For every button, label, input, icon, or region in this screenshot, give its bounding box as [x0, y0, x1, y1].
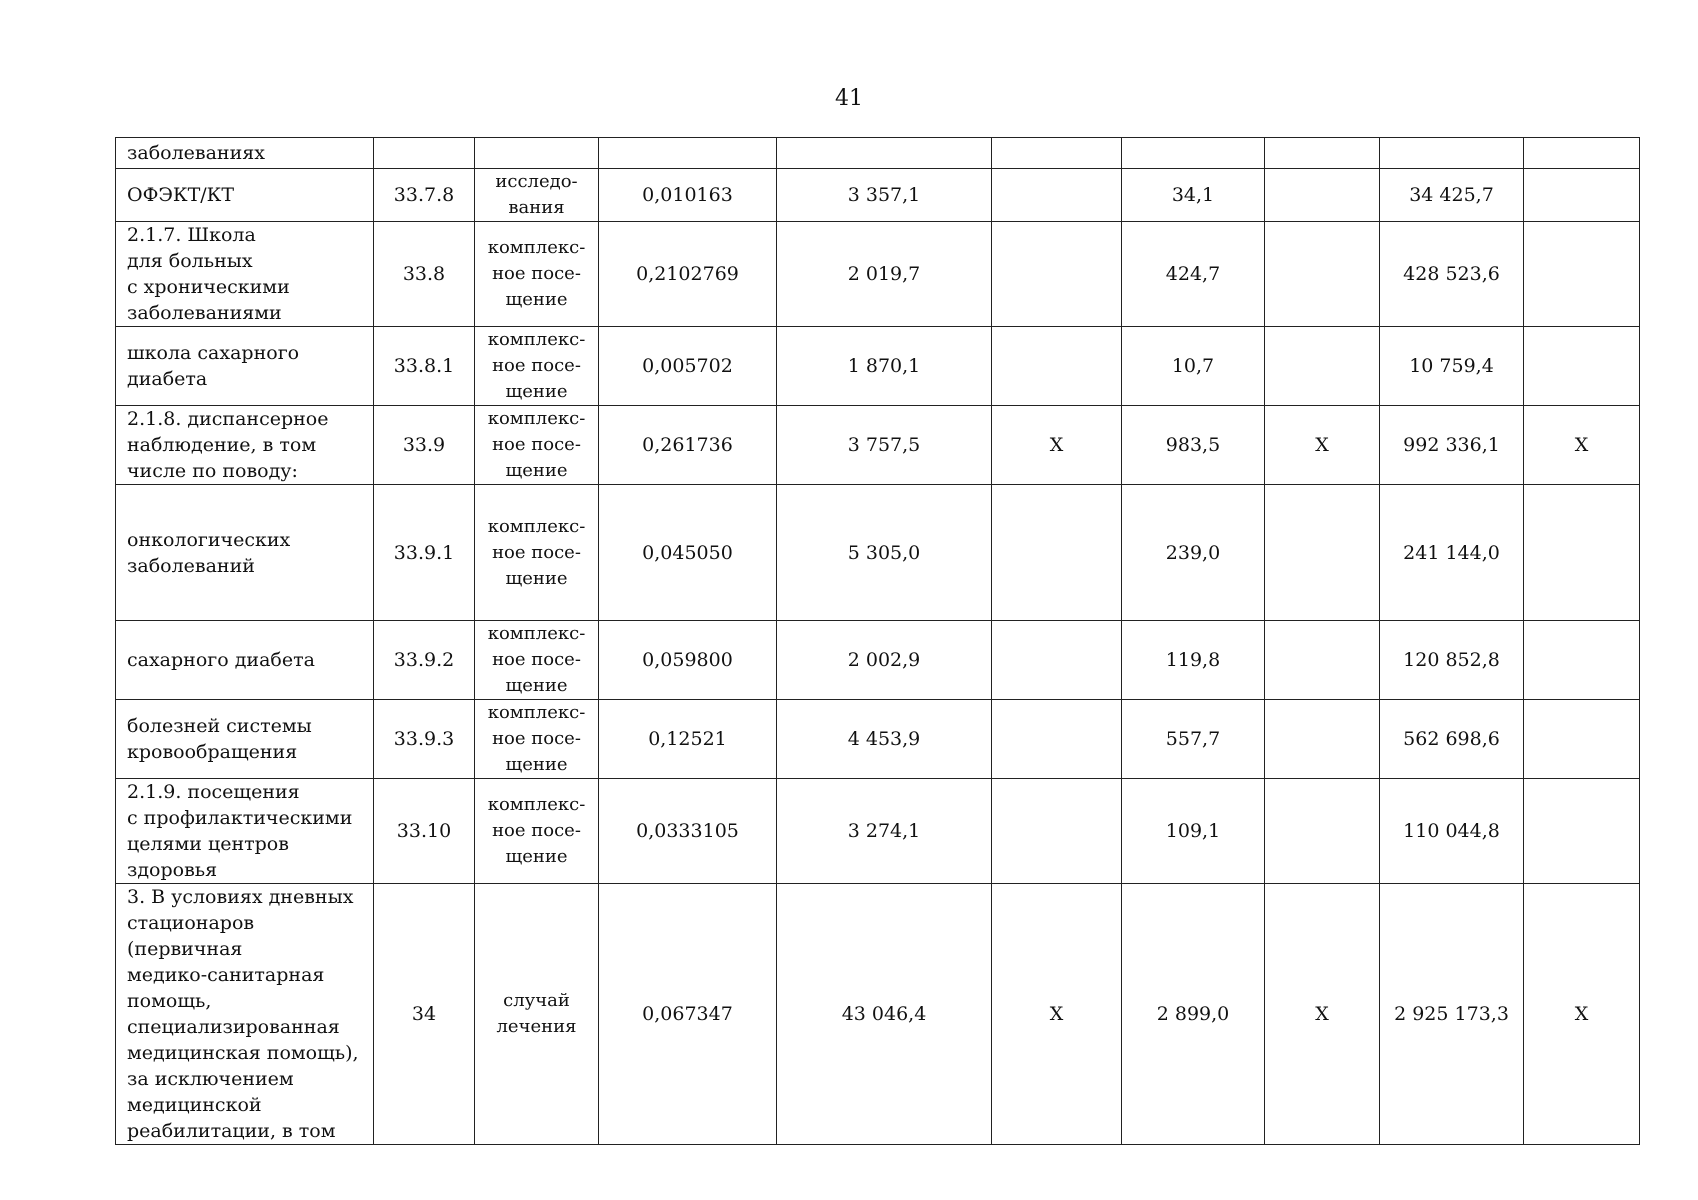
service-name-cell: [116, 222, 374, 327]
unit-cost-cell: 3 274,1: [777, 779, 992, 884]
unit-cost-cell: 1 870,1: [777, 327, 992, 406]
table-row: [116, 621, 1640, 700]
page-number: 41: [835, 86, 863, 111]
unit-cell: [475, 700, 599, 779]
service-name-text: 2.1.9. посещения с профилактическими целями центров здоровья: [127, 781, 353, 881]
row-code-cell: 33.9.2: [374, 621, 475, 700]
service-name-text: онкологических заболеваний: [127, 528, 291, 577]
unit-cell: [475, 406, 599, 485]
table-row: [116, 169, 1640, 222]
service-name-cell: [116, 884, 374, 1145]
mark-cell: [1524, 169, 1640, 222]
mark-cell: Х: [1524, 406, 1640, 485]
table-row: [116, 700, 1640, 779]
mark-cell: [1524, 138, 1640, 169]
mark-cell: [1265, 621, 1380, 700]
row-code-cell: 33.7.8: [374, 169, 475, 222]
service-name-cell: [116, 779, 374, 884]
unit-text: комплекс- ное посе- щение: [487, 623, 586, 696]
table-row: [116, 222, 1640, 327]
service-name-text: школа сахарного диабета: [127, 342, 300, 390]
volume-norm-cell: 0,261736: [599, 406, 777, 485]
row-code-cell: 33.10: [374, 779, 475, 884]
service-name-cell: [116, 621, 374, 700]
medical-services-table: [115, 137, 1640, 1145]
table-body: [116, 138, 1640, 1145]
unit-cell: [475, 485, 599, 621]
service-name-cell: [116, 700, 374, 779]
table-row: [116, 884, 1640, 1145]
unit-text: случай лечения: [496, 990, 577, 1037]
unit-text: исследо- вания: [495, 171, 578, 218]
mark-cell: [992, 485, 1122, 621]
total-cost-cell: 34 425,7: [1380, 169, 1524, 222]
table-row: [116, 138, 1640, 169]
volume-norm-cell: 0,2102769: [599, 222, 777, 327]
mark-cell: [1265, 222, 1380, 327]
mark-cell: [1265, 327, 1380, 406]
mark-cell: [992, 779, 1122, 884]
unit-cost-cell: 3 357,1: [777, 169, 992, 222]
mark-cell: [992, 700, 1122, 779]
volume-norm-cell: 0,045050: [599, 485, 777, 621]
total-cost-cell: 120 852,8: [1380, 621, 1524, 700]
total-cost-cell: 10 759,4: [1380, 327, 1524, 406]
volume-norm-cell: 0,010163: [599, 169, 777, 222]
unit-cost-cell: 3 757,5: [777, 406, 992, 485]
unit-text: комплекс- ное посе- щение: [487, 408, 586, 481]
total-cost-cell: 241 144,0: [1380, 485, 1524, 621]
unit-cell: [475, 884, 599, 1145]
per-capita-cell: 109,1: [1122, 779, 1265, 884]
mark-cell: [1265, 485, 1380, 621]
table-row: [116, 779, 1640, 884]
unit-cost-cell: 4 453,9: [777, 700, 992, 779]
total-cost-cell: 110 044,8: [1380, 779, 1524, 884]
unit-cell: [475, 169, 599, 222]
total-cost-cell: 428 523,6: [1380, 222, 1524, 327]
mark-cell: [1524, 327, 1640, 406]
mark-cell: Х: [992, 406, 1122, 485]
unit-cost-cell: 2 019,7: [777, 222, 992, 327]
unit-cell: [475, 222, 599, 327]
unit-cost-cell: 43 046,4: [777, 884, 992, 1145]
table-row: [116, 327, 1640, 406]
mark-cell: Х: [1524, 884, 1640, 1145]
mark-cell: Х: [1265, 406, 1380, 485]
unit-cell: [475, 779, 599, 884]
mark-cell: Х: [992, 884, 1122, 1145]
unit-text: комплекс- ное посе- щение: [487, 515, 586, 589]
unit-text: комплекс- ное посе- щение: [487, 794, 586, 867]
row-code-cell: 33.9.3: [374, 700, 475, 779]
total-cost-cell: 562 698,6: [1380, 700, 1524, 779]
unit-cell: [475, 621, 599, 700]
service-name-text: сахарного диабета: [127, 649, 315, 671]
service-name-cell: [116, 138, 374, 169]
service-name-text: заболеваниях: [127, 142, 265, 164]
unit-text: комплекс- ное посе- щение: [487, 237, 586, 310]
row-code-cell: 33.8.1: [374, 327, 475, 406]
mark-cell: [992, 222, 1122, 327]
per-capita-cell: 34,1: [1122, 169, 1265, 222]
service-name-text: ОФЭКТ/КТ: [127, 184, 235, 206]
service-name-text: 3. В условиях дневных стационаров (первичная медико-санитарная помощь, специализированная медицинская помощь), за исключением медицинской реабилитации, в том: [127, 886, 359, 1142]
per-capita-cell: 2 899,0: [1122, 884, 1265, 1145]
volume-norm-cell: 0,005702: [599, 327, 777, 406]
mark-cell: [1265, 700, 1380, 779]
service-name-text: 2.1.8. диспансерное наблюдение, в том числе по поводу:: [127, 408, 329, 482]
table-row: [116, 485, 1640, 621]
unit-text: комплекс- ное посе- щение: [487, 329, 586, 402]
mark-cell: [1524, 485, 1640, 621]
mark-cell: [1265, 169, 1380, 222]
row-code-cell: 33.9: [374, 406, 475, 485]
service-name-cell: [116, 327, 374, 406]
volume-norm-cell: [599, 138, 777, 169]
total-cost-cell: [1380, 138, 1524, 169]
row-code-cell: [374, 138, 475, 169]
table-row: [116, 406, 1640, 485]
unit-text: комплекс- ное посе- щение: [487, 702, 586, 775]
volume-norm-cell: 0,0333105: [599, 779, 777, 884]
mark-cell: [1524, 700, 1640, 779]
per-capita-cell: [1122, 138, 1265, 169]
service-name-text: болезней системы кровообращения: [127, 715, 312, 763]
row-code-cell: 34: [374, 884, 475, 1145]
mark-cell: [992, 621, 1122, 700]
mark-cell: [992, 138, 1122, 169]
unit-cost-cell: 2 002,9: [777, 621, 992, 700]
row-code-cell: 33.8: [374, 222, 475, 327]
mark-cell: [1265, 779, 1380, 884]
mark-cell: [1524, 621, 1640, 700]
volume-norm-cell: 0,059800: [599, 621, 777, 700]
mark-cell: [1524, 779, 1640, 884]
unit-cell: [475, 327, 599, 406]
mark-cell: [992, 327, 1122, 406]
volume-norm-cell: 0,12521: [599, 700, 777, 779]
per-capita-cell: 239,0: [1122, 485, 1265, 621]
per-capita-cell: 983,5: [1122, 406, 1265, 485]
per-capita-cell: 557,7: [1122, 700, 1265, 779]
service-name-cell: [116, 406, 374, 485]
per-capita-cell: 119,8: [1122, 621, 1265, 700]
per-capita-cell: 424,7: [1122, 222, 1265, 327]
unit-cell: [475, 138, 599, 169]
total-cost-cell: 2 925 173,3: [1380, 884, 1524, 1145]
unit-cost-cell: [777, 138, 992, 169]
mark-cell: Х: [1265, 884, 1380, 1145]
mark-cell: [992, 169, 1122, 222]
total-cost-cell: 992 336,1: [1380, 406, 1524, 485]
service-name-cell: [116, 169, 374, 222]
unit-cost-cell: 5 305,0: [777, 485, 992, 621]
per-capita-cell: 10,7: [1122, 327, 1265, 406]
service-name-text: 2.1.7. Школа для больных с хроническими заболеваниями: [127, 224, 290, 324]
mark-cell: [1524, 222, 1640, 327]
mark-cell: [1265, 138, 1380, 169]
volume-norm-cell: 0,067347: [599, 884, 777, 1145]
service-name-cell: [116, 485, 374, 621]
row-code-cell: 33.9.1: [374, 485, 475, 621]
